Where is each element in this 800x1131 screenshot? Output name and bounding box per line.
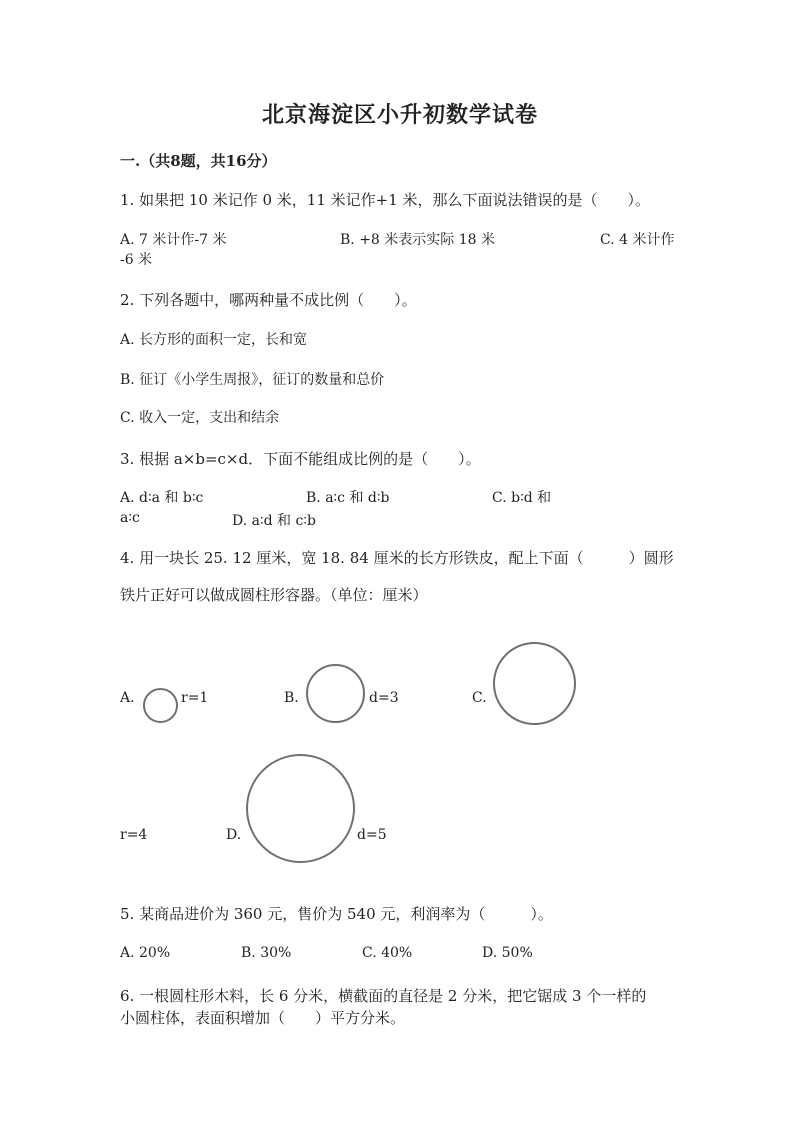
question-1-stem: 1. 如果把 10 米记作 0 米，11 米记作+1 米，那么下面说法错误的是（ ）。 [120, 191, 651, 209]
question-4-option-d-value: d=5 [357, 827, 387, 843]
circle-b-figure [306, 664, 365, 723]
question-2-option-b: B. 征订《小学生周报》，征订的数量和总价 [120, 372, 385, 388]
circle-a-figure [143, 688, 178, 723]
question-4-option-b-label: B. [284, 690, 299, 706]
question-4-stem-line1: 4. 用一块长 25. 12 厘米，宽 18. 84 厘米的长方形铁皮，配上下面（ ）圆形 [120, 549, 674, 567]
question-1-option-b: B. +8 米表示实际 18 米 [340, 232, 495, 248]
question-1-option-c: C. 4 米计作 [600, 232, 675, 248]
question-4-option-b-value: d=3 [369, 690, 399, 706]
question-4-option-d-label: D. [226, 827, 242, 843]
question-4-option-c-value: r=4 [120, 827, 148, 843]
question-6-stem-line2: 小圆柱体，表面积增加（ ）平方分米。 [120, 1009, 406, 1027]
question-3-option-c-continued: a∶c [120, 510, 140, 526]
question-3-stem: 3. 根据 a×b=c×d．下面不能组成比例的是（ ）。 [120, 450, 481, 468]
question-1-option-a: A. 7 米计作-7 米 [120, 232, 227, 248]
question-4-option-a-value: r=1 [181, 690, 209, 706]
question-3-option-a: A. d∶a 和 b∶c [120, 490, 204, 506]
question-5-option-c: C. 40% [362, 945, 413, 961]
question-3-option-d: D. a∶d 和 c∶b [232, 513, 316, 529]
question-4-option-a-label: A. [120, 690, 135, 706]
question-5-option-a: A. 20% [120, 945, 171, 961]
section-heading: 一.（共8题，共16分） [120, 152, 277, 170]
question-3-option-b: B. a∶c 和 d∶b [306, 490, 390, 506]
circle-d-figure [246, 754, 355, 863]
question-5-stem: 5. 某商品进价为 360 元，售价为 540 元，利润率为（ ）。 [120, 905, 553, 923]
question-4-option-c-label: C. [472, 690, 487, 706]
question-5-option-b: B. 30% [241, 945, 292, 961]
question-1-option-c-continued: -6 米 [120, 252, 153, 268]
question-6-stem-line1: 6. 一根圆柱形木料，长 6 分米，横截面的直径是 2 分米，把它锯成 3 个一样的 [120, 987, 647, 1005]
question-2-option-a: A. 长方形的面积一定，长和宽 [120, 332, 308, 348]
page-title: 北京海淀区小升初数学试卷 [261, 102, 538, 128]
circle-c-figure [493, 642, 576, 725]
question-5-option-d: D. 50% [482, 945, 533, 961]
question-4-stem-line2: 铁片正好可以做成圆柱形容器。（单位：厘米） [120, 586, 428, 604]
question-3-option-c: C. b∶d 和 [492, 490, 552, 506]
question-2-stem: 2. 下列各题中，哪两种量不成比例（ ）。 [120, 291, 417, 309]
question-2-option-c: C. 收入一定，支出和结余 [120, 410, 280, 426]
